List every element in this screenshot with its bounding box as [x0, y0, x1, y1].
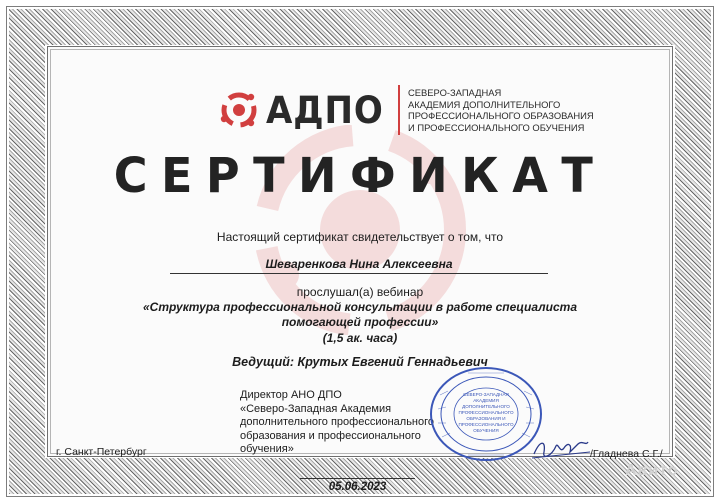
avito-watermark: Авито [625, 462, 679, 479]
city: г. Санкт-Петербург [56, 446, 147, 458]
intro-text: Настоящий сертификат свидетельствует о том, что [216, 230, 504, 244]
director-line: обучения» [240, 443, 294, 455]
signatory-name: /Гладнева С.Г./ [590, 448, 663, 460]
recipient-name: Шеваренкова Нина Алексеевна [170, 257, 548, 274]
org-name-line: И ПРОФЕССИОНАЛЬНОГО ОБУЧЕНИЯ [408, 121, 585, 133]
issue-date: 05.06.2023 [300, 478, 415, 493]
stamp-line: АКАДЕМИЯ [473, 398, 499, 403]
signature-icon [530, 432, 592, 464]
webinar-topic-line-2: помогающей профессии» [281, 315, 439, 329]
logo-divider [398, 85, 400, 135]
director-title [240, 389, 434, 457]
webinar-host: Ведущий: Крутых Евгений Геннадьевич [232, 355, 488, 369]
org-name-line: СЕВЕРО-ЗАПАДНАЯ [408, 87, 502, 98]
stamp-line: ОБРАЗОВАНИЯ И [466, 416, 506, 421]
stamp-line: ПРОФЕССИОНАЛЬНОГО [458, 410, 514, 415]
stamp-line: ОБУЧЕНИЯ [473, 428, 499, 433]
official-stamp-icon [428, 365, 544, 463]
director-line: «Северо-Западная Академия [240, 402, 392, 415]
adpo-logo-icon [218, 89, 260, 131]
director-line: образования и профессионального [240, 429, 421, 442]
director-line: Директор АНО ДПО [240, 389, 342, 401]
org-name-line: ПРОФЕССИОНАЛЬНОГО ОБРАЗОВАНИЯ [408, 110, 594, 121]
logo-word: АДПО [266, 88, 384, 132]
academic-hours: (1,5 ак. часа) [322, 331, 398, 345]
listened-text: прослушал(а) вебинар [296, 285, 424, 299]
organization-name [408, 87, 594, 133]
director-line: дополнительного профессионального [240, 416, 435, 428]
webinar-topic-line-1: «Структура профессиональной консультации в работе специалиста [143, 300, 577, 314]
organization-logo [218, 82, 594, 138]
stamp-line: СЕВЕРО-ЗАПАДНАЯ [463, 392, 509, 397]
stamp-line: ДОПОЛНИТЕЛЬНОГО [462, 404, 510, 409]
stamp-line: ПРОФЕССИОНАЛЬНОГО [458, 422, 514, 427]
certificate-title: СЕРТИФИКАТ [113, 148, 607, 204]
org-name-line: АКАДЕМИЯ ДОПОЛНИТЕЛЬНОГО [408, 98, 561, 110]
